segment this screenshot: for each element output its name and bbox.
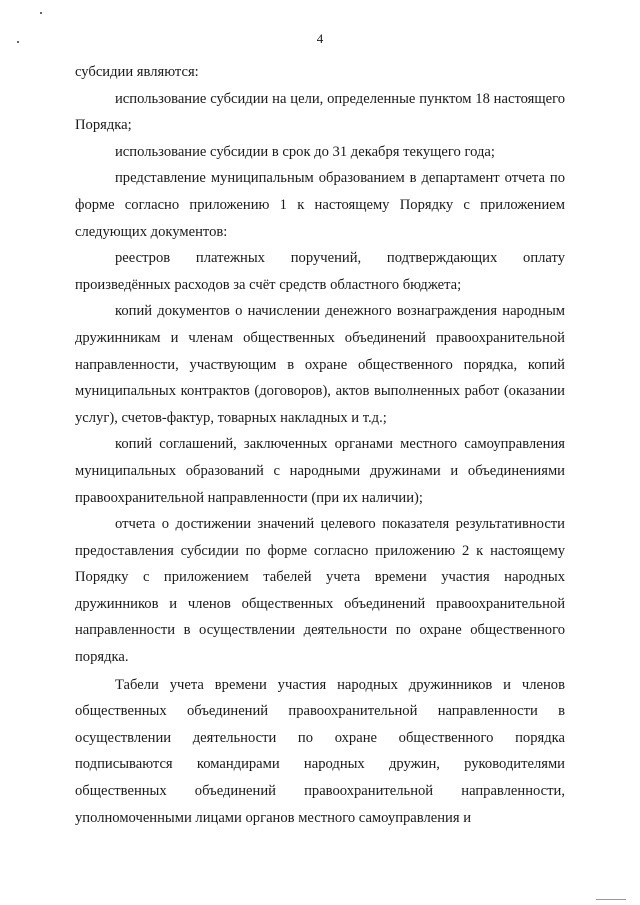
paragraph: реестров платежных поручений, подтверждающих оплату произведённых расходов за счёт средств областного бюджета; <box>75 250 565 293</box>
paragraph: использование субсидии в срок до 31 декабря текущего года; <box>115 143 495 160</box>
scan-edge-mark <box>596 899 626 900</box>
paragraph: копий документов о начислении денежного вознаграждения народным дружинникам и членам общественных объединений правоохранительной направленности, участвующим в охране общественного порядка, копий муниципальных контрактов (договоров), актов выполненных работ (оказании услуг), счетов-фактур, товарных накладных и т.д.; <box>75 303 565 426</box>
paragraph: копий соглашений, заключенных органами местного самоуправления муниципальных образований с народными дружинами и объединениями правоохранительной направленности (при их наличии); <box>75 436 565 506</box>
scan-speck <box>40 12 42 14</box>
page-number: 4 <box>316 31 324 46</box>
paragraph: использование субсидии на цели, определенные пунктом 18 настоящего Порядка; <box>75 90 565 134</box>
paragraph: субсидии являются: <box>75 64 199 80</box>
paragraph: Табели учета времени участия народных дружинников и членов общественных объединений правоохранительной направленности в осуществлении деятельности по охране общественного порядка подписываются командирами народных дружин, руководителями общественных объединений правоохранительной направленности, уполномоченными лицами органов местного самоуправления и <box>75 676 565 826</box>
document-body <box>75 59 565 831</box>
paragraph: отчета о достижении значений целевого показателя результативности предоставления субсидии по форме согласно приложению 2 к настоящему Порядку с приложением табелей учета времени участия народных дружинников и членов общественных объединений правоохранительной направленности в осуществлении деятельности по охране общественного порядка. <box>75 516 565 666</box>
paragraph: представление муниципальным образованием в департамент отчета по форме согласно приложению 1 к настоящему Порядку с приложением следующих документов: <box>75 170 565 240</box>
